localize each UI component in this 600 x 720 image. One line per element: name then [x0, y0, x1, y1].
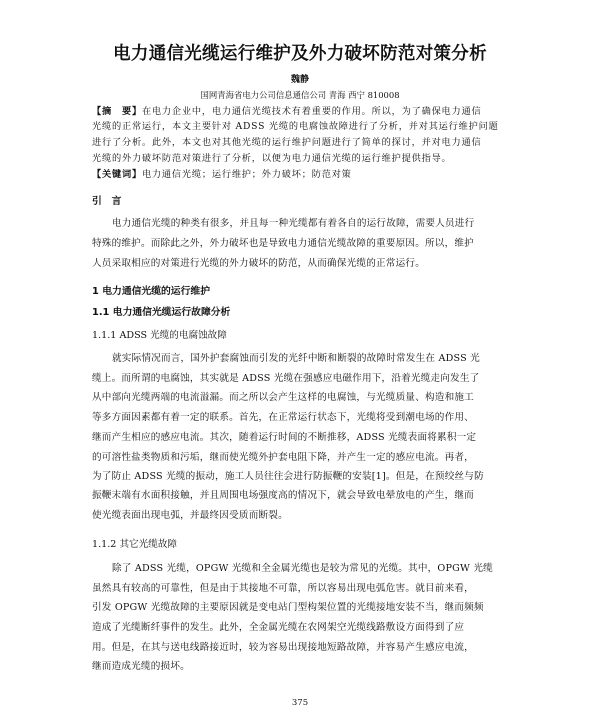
keywords-label: 【关键词】	[92, 169, 142, 180]
body-line: 继而造成光缆的损坏。	[92, 661, 190, 672]
abstract-line	[92, 104, 482, 119]
subsubsection-heading: 1.1.2 其它光缆故障	[92, 539, 178, 550]
keywords-line	[92, 167, 352, 182]
body-line: 就实际情况而言，国外护套腐蚀而引发的光纤中断和断裂的故障时常发生在 ADSS 光	[112, 353, 480, 364]
abstract-line: 进行了分析。此外，本文也对其他光缆的运行维护问题进行了简单的探讨，并对电力通信	[92, 137, 482, 148]
body-line: 继而产生相应的感应电流。其次，随着运行时间的不断推移，ADSS 光缆表面将累积一定	[92, 432, 477, 443]
body-line: 除了 ADSS 光缆，OPGW 光缆和全金属光缆也是较为常见的光缆。其中，OPGW 光缆	[112, 563, 493, 574]
body-line: 造成了光缆断纤事件的发生。此外，全金属光缆在农网架空光缆线路敷设方面得到了应	[92, 622, 465, 633]
abstract-text: 在电力企业中，电力通信光缆技术有着重要的作用。所以，为了确保电力通信	[141, 106, 482, 117]
subsection-heading: 1.1 电力通信光缆运行故障分析	[92, 307, 231, 318]
intro-line: 特殊的维护。而除此之外，外力破坏也是导致电力通信光缆故障的重要原因。所以，维护	[92, 238, 474, 249]
abstract-line: 光缆的正常运行，本文主要针对 ADSS 光缆的电腐蚀故障进行了分析，并对其运行维护问题	[92, 121, 499, 132]
author-name: 魏静	[290, 75, 309, 85]
body-line: 使光缆表面出现电弧，并最终因受质而断裂。	[92, 510, 288, 521]
paper-title: 电力通信光缆运行维护及外力破坏防范对策分析	[113, 44, 487, 64]
intro-heading: 引 言	[92, 196, 122, 207]
keywords-text: 电力通信光缆；运行维护；外力破坏；防范对策	[141, 169, 352, 180]
section-heading: 1 电力通信光缆的运行维护	[92, 286, 210, 297]
author-affiliation: 国网青海省电力公司信息通信公司 青海 西宁 810008	[200, 90, 400, 100]
body-line: 引发 OPGW 光缆故障的主要原因就是变电站门型构架位置的光缆接地安装不当，继而频频	[92, 602, 484, 613]
body-line: 为了防止 ADSS 光缆的振动，施工人员往往会进行防振鞭的安装[1]。但是，在预绞丝与防	[92, 471, 484, 482]
body-line: 缆上。而所谓的电腐蚀，其实就是 ADSS 光缆在强感应电磁作用下，沿着光缆走向发生了	[92, 373, 480, 384]
subsubsection-heading: 1.1.1 ADSS 光缆的电腐蚀故障	[92, 330, 227, 341]
body-line: 从中部向光缆两端的电流溢漏。而之所以会产生这样的电腐蚀，与光缆质量、构造和施工	[92, 392, 474, 403]
body-line: 振鞭末端有水面积接触，并且周围电场强度高的情况下，就会导致电晕放电的产生，继而	[92, 490, 474, 501]
intro-line: 电力通信光缆的种类有很多，并且每一种光缆都有着各自的运行故障，需要人员进行	[112, 218, 475, 229]
body-line: 的可溶性盐类物质和污垢，继而使光缆外护套电阻下降，并产生一定的感应电流。再者，	[92, 452, 474, 463]
abstract-label: 【摘 要】	[92, 106, 142, 117]
body-line: 虽然具有较高的可靠性，但是由于其接地不可靠，所以容易出现电弧危害。就目前来看，	[92, 583, 474, 594]
abstract-line: 光缆的外力破坏防范对策进行了分析，以便为电力通信光缆的运行维护提供指导。	[92, 153, 452, 164]
intro-line: 人员采取相应的对策进行光缆的外力破坏的防范，从而确保光缆的正常运行。	[92, 258, 425, 269]
body-line: 用。但是，在其与送电线路接近时，较为容易出现接地短路故障，并容易产生感应电流，	[92, 642, 474, 653]
body-line: 等多方面因素都有着一定的联系。首先，在正常运行状态下，光缆将受到潮电场的作用、	[92, 412, 474, 423]
page-number: 375	[291, 698, 309, 708]
